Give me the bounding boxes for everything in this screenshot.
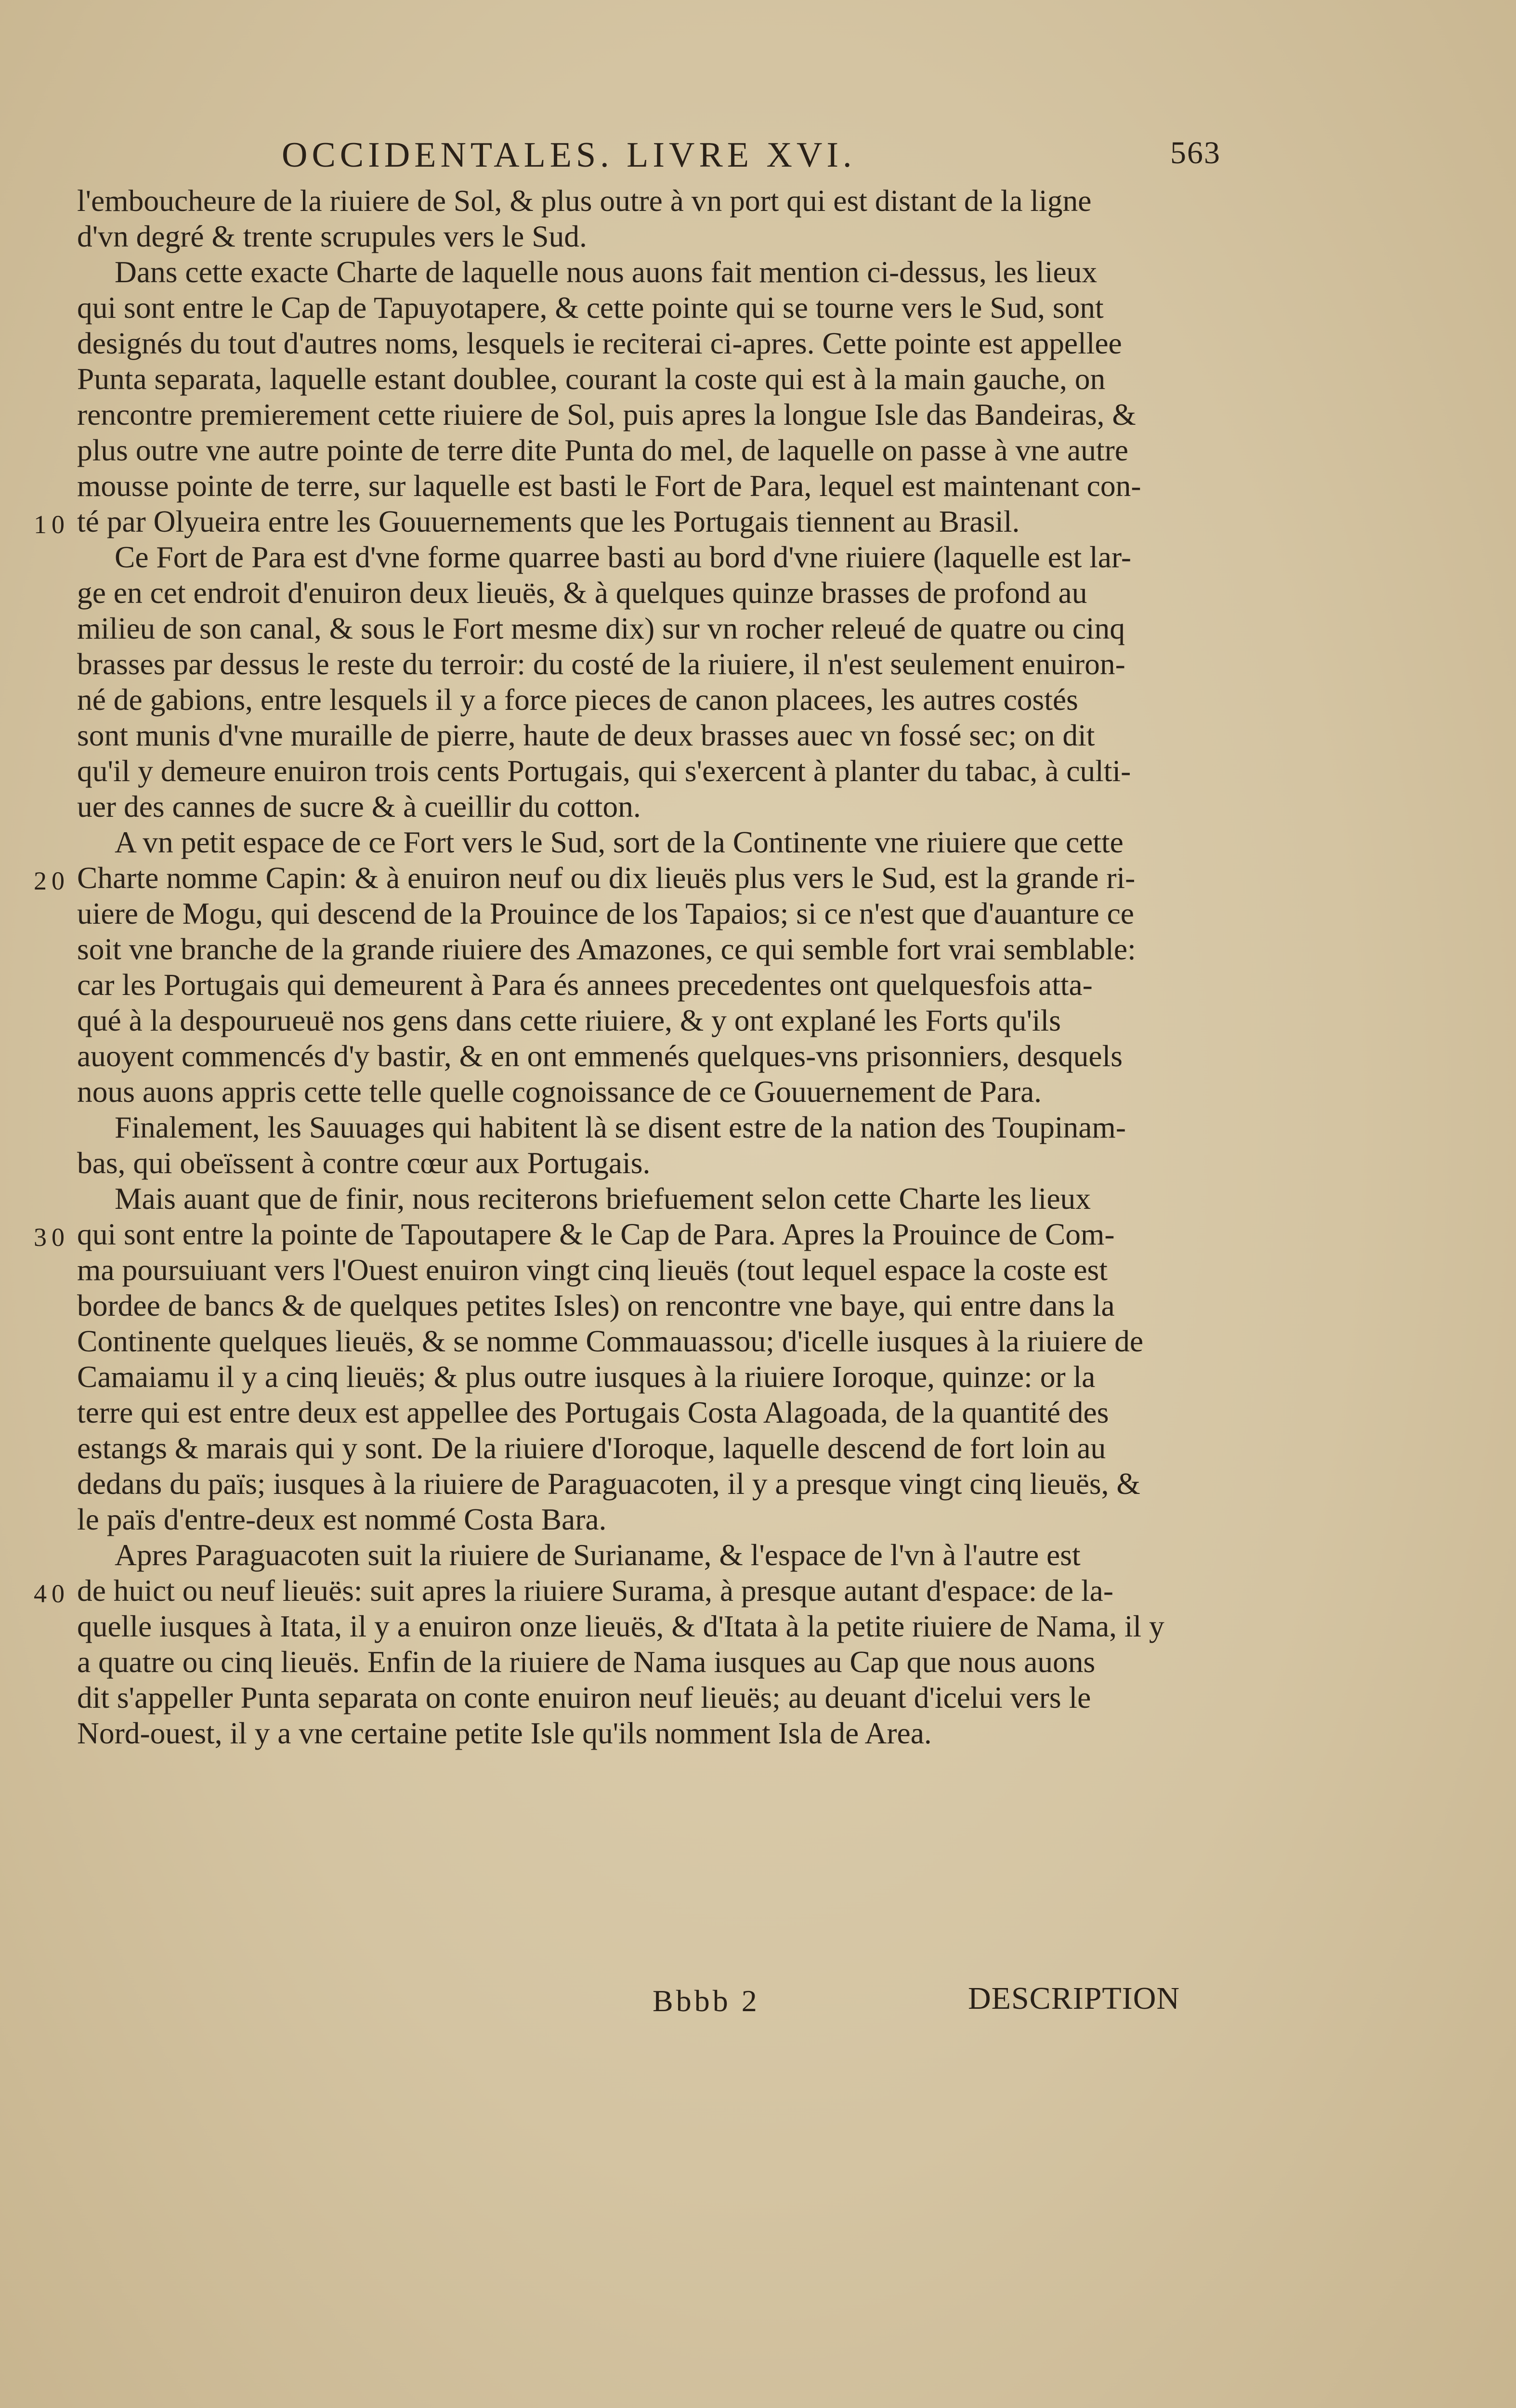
running-title: OCCIDENTALES. LIVRE XVI.: [282, 135, 856, 175]
text-line: [77, 1181, 1233, 1217]
line-text: Camaiamu il y a cinq lieuës; & plus outre iusques à la riuiere Ioroque, quinze: or la: [77, 1360, 1096, 1394]
text-line: [34, 860, 1233, 896]
text-line: [77, 1395, 1233, 1430]
text-line: [77, 1715, 1233, 1751]
line-text: mousse pointe de terre, sur laquelle est basti le Fort de Para, lequel est maintenant con-: [77, 469, 1141, 503]
text-line: [77, 718, 1233, 753]
line-text: terre qui est entre deux est appellee des Portugais Costa Alagoada, de la quantité des: [77, 1395, 1109, 1429]
line-number: 10: [34, 510, 69, 539]
line-text: Mais auant que de finir, nous reciterons briefuement selon cette Charte les lieux: [115, 1181, 1091, 1216]
text-line: [77, 397, 1233, 432]
text-line: [77, 539, 1233, 575]
text-line: [77, 1110, 1233, 1145]
page-number: 563: [1170, 135, 1221, 170]
text-line: [77, 183, 1233, 219]
line-text: de huict ou neuf lieuës: suit apres la riuiere Surama, à presque autant d'espace: de la-: [77, 1573, 1113, 1608]
line-text: Apres Paraguacoten suit la riuiere de Surianame, & l'espace de l'vn à l'autre est: [115, 1538, 1081, 1572]
line-text: d'vn degré & trente scrupules vers le Sud.: [77, 219, 587, 253]
text-line: [77, 1145, 1233, 1181]
line-text: Nord-ouest, il y a vne certaine petite Isle qu'ils nomment Isla de Area.: [77, 1716, 932, 1750]
line-text: ge en cet endroit d'enuiron deux lieuës, & à quelques quinze brasses de profond au: [77, 576, 1087, 610]
running-header: [282, 137, 1221, 173]
line-text: nous auons appris cette telle quelle cognoissance de ce Gouuernement de Para.: [77, 1074, 1042, 1109]
line-text: uiere de Mogu, qui descend de la Prouince de los Tapaios; si ce n'est que d'auanture ce: [77, 896, 1134, 930]
signature-mark: Bbbb 2: [653, 1984, 760, 2018]
line-text: l'emboucheure de la riuiere de Sol, & plus outre à vn port qui est distant de la ligne: [77, 183, 1092, 218]
line-text: a quatre ou cinq lieuës. Enfin de la riuiere de Nama iusques au Cap que nous auons: [77, 1645, 1096, 1679]
line-text: bordee de bancs & de quelques petites Isles) on rencontre vne baye, qui entre dans la: [77, 1288, 1115, 1322]
text-line: [77, 432, 1233, 468]
line-text: té par Olyueira entre les Gouuernements que les Portugais tiennent au Brasil.: [77, 504, 1020, 538]
text-line: [34, 1573, 1233, 1609]
text-line: [77, 789, 1233, 824]
text-line: [77, 219, 1233, 254]
line-text: milieu de son canal, & sous le Fort mesme dix) sur vn rocher releué de quatre ou cinq: [77, 611, 1125, 645]
text-line: [77, 896, 1233, 931]
text-line: [77, 1323, 1233, 1359]
text-line: [34, 1217, 1233, 1252]
text-line: [77, 1074, 1233, 1110]
line-text: le païs d'entre-deux est nommé Costa Bara.: [77, 1502, 607, 1536]
text-line: [77, 1252, 1233, 1288]
line-text: auoyent commencés d'y bastir, & en ont emmenés quelques-vns prisonniers, desquels: [77, 1039, 1123, 1073]
text-line: [77, 1502, 1233, 1537]
text-line: [77, 682, 1233, 718]
text-line: [77, 1537, 1233, 1573]
text-line: [77, 1038, 1233, 1074]
text-line: [77, 361, 1233, 397]
text-line: [77, 824, 1233, 860]
text-line: [77, 931, 1233, 967]
line-text: Ce Fort de Para est d'vne forme quarree basti au bord d'vne riuiere (laquelle est lar-: [115, 540, 1132, 574]
text-line: [77, 646, 1233, 682]
line-text: qu'il y demeure enuiron trois cents Portugais, qui s'exercent à planter du tabac, à culti-: [77, 754, 1131, 788]
text-line: [77, 254, 1233, 290]
line-text: bas, qui obeïssent à contre cœur aux Portugais.: [77, 1146, 651, 1180]
text-body: [34, 183, 1233, 1751]
line-text: Dans cette exacte Charte de laquelle nous auons fait mention ci-dessus, les lieux: [115, 255, 1098, 289]
text-line: [34, 504, 1233, 539]
text-line: [77, 290, 1233, 326]
text-line: [77, 1003, 1233, 1038]
catchword: DESCRIPTION: [968, 1981, 1180, 2016]
line-text: designés du tout d'autres noms, lesquels ie reciterai ci-apres. Cette pointe est appellee: [77, 326, 1122, 360]
text-line: [77, 326, 1233, 361]
line-text: A vn petit espace de ce Fort vers le Sud, sort de la Continente vne riuiere que cette: [115, 825, 1124, 859]
text-line: [77, 753, 1233, 789]
line-text: quelle iusques à Itata, il y a enuiron onze lieuës, & d'Itata à la petite riuiere de Nama, il y: [77, 1609, 1164, 1643]
line-text: Punta separata, laquelle estant doublee, courant la coste qui est à la main gauche, on: [77, 362, 1106, 396]
line-text: plus outre vne autre pointe de terre dite Punta do mel, de laquelle on passe à vne autre: [77, 433, 1128, 467]
line-text: dit s'appeller Punta separata on conte enuiron neuf lieuës; au deuant d'icelui vers le: [77, 1680, 1091, 1714]
text-line: [77, 1644, 1233, 1680]
line-text: ma poursuiuant vers l'Ouest enuiron vingt cinq lieuës (tout lequel espace la coste est: [77, 1253, 1108, 1287]
text-line: [77, 1288, 1233, 1323]
line-text: qui sont entre la pointe de Tapoutapere & le Cap de Para. Apres la Prouince de Com-: [77, 1217, 1115, 1251]
line-text: sont munis d'vne muraille de pierre, haute de deux brasses auec vn fossé sec; on dit: [77, 718, 1095, 752]
text-line: [77, 1359, 1233, 1395]
line-text: brasses par dessus le reste du terroir: du costé de la riuiere, il n'est seulement enuiron-: [77, 647, 1125, 681]
text-line: [77, 1680, 1233, 1715]
line-text: car les Portugais qui demeurent à Para és annees precedentes ont quelquesfois atta-: [77, 968, 1093, 1002]
line-number: 40: [34, 1579, 69, 1608]
line-text: Finalement, les Sauuages qui habitent là se disent estre de la nation des Toupinam-: [115, 1110, 1126, 1144]
text-line: [77, 967, 1233, 1003]
text-line: [77, 611, 1233, 646]
line-text: estangs & marais qui y sont. De la riuiere d'Ioroque, laquelle descend de fort loin au: [77, 1431, 1106, 1465]
text-line: [77, 1466, 1233, 1502]
line-number: 30: [34, 1223, 69, 1252]
line-text: dedans du païs; iusques à la riuiere de Paraguacoten, il y a presque vingt cinq lieuës, &: [77, 1466, 1140, 1501]
line-text: né de gabions, entre lesquels il y a force pieces de canon placees, les autres costés: [77, 682, 1078, 717]
line-text: Charte nomme Capin: & à enuiron neuf ou dix lieuës plus vers le Sud, est la grande ri-: [77, 861, 1136, 895]
text-line: [77, 468, 1233, 504]
line-number: 20: [34, 866, 69, 895]
line-text: rencontre premierement cette riuiere de Sol, puis apres la longue Isle das Bandeiras, &: [77, 397, 1136, 432]
line-text: qué à la despourueuë nos gens dans cette riuiere, & y ont explané les Forts qu'ils: [77, 1003, 1061, 1037]
text-line: [77, 575, 1233, 611]
line-text: Continente quelques lieuës, & se nomme Commauassou; d'icelle iusques à la riuiere de: [77, 1324, 1144, 1358]
text-line: [77, 1430, 1233, 1466]
line-text: qui sont entre le Cap de Tapuyotapere, & cette pointe qui se tourne vers le Sud, sont: [77, 290, 1104, 325]
line-text: soit vne branche de la grande riuiere des Amazones, ce qui semble fort vrai semblable:: [77, 932, 1136, 966]
text-line: [77, 1609, 1233, 1644]
line-text: uer des cannes de sucre & à cueillir du cotton.: [77, 789, 641, 824]
